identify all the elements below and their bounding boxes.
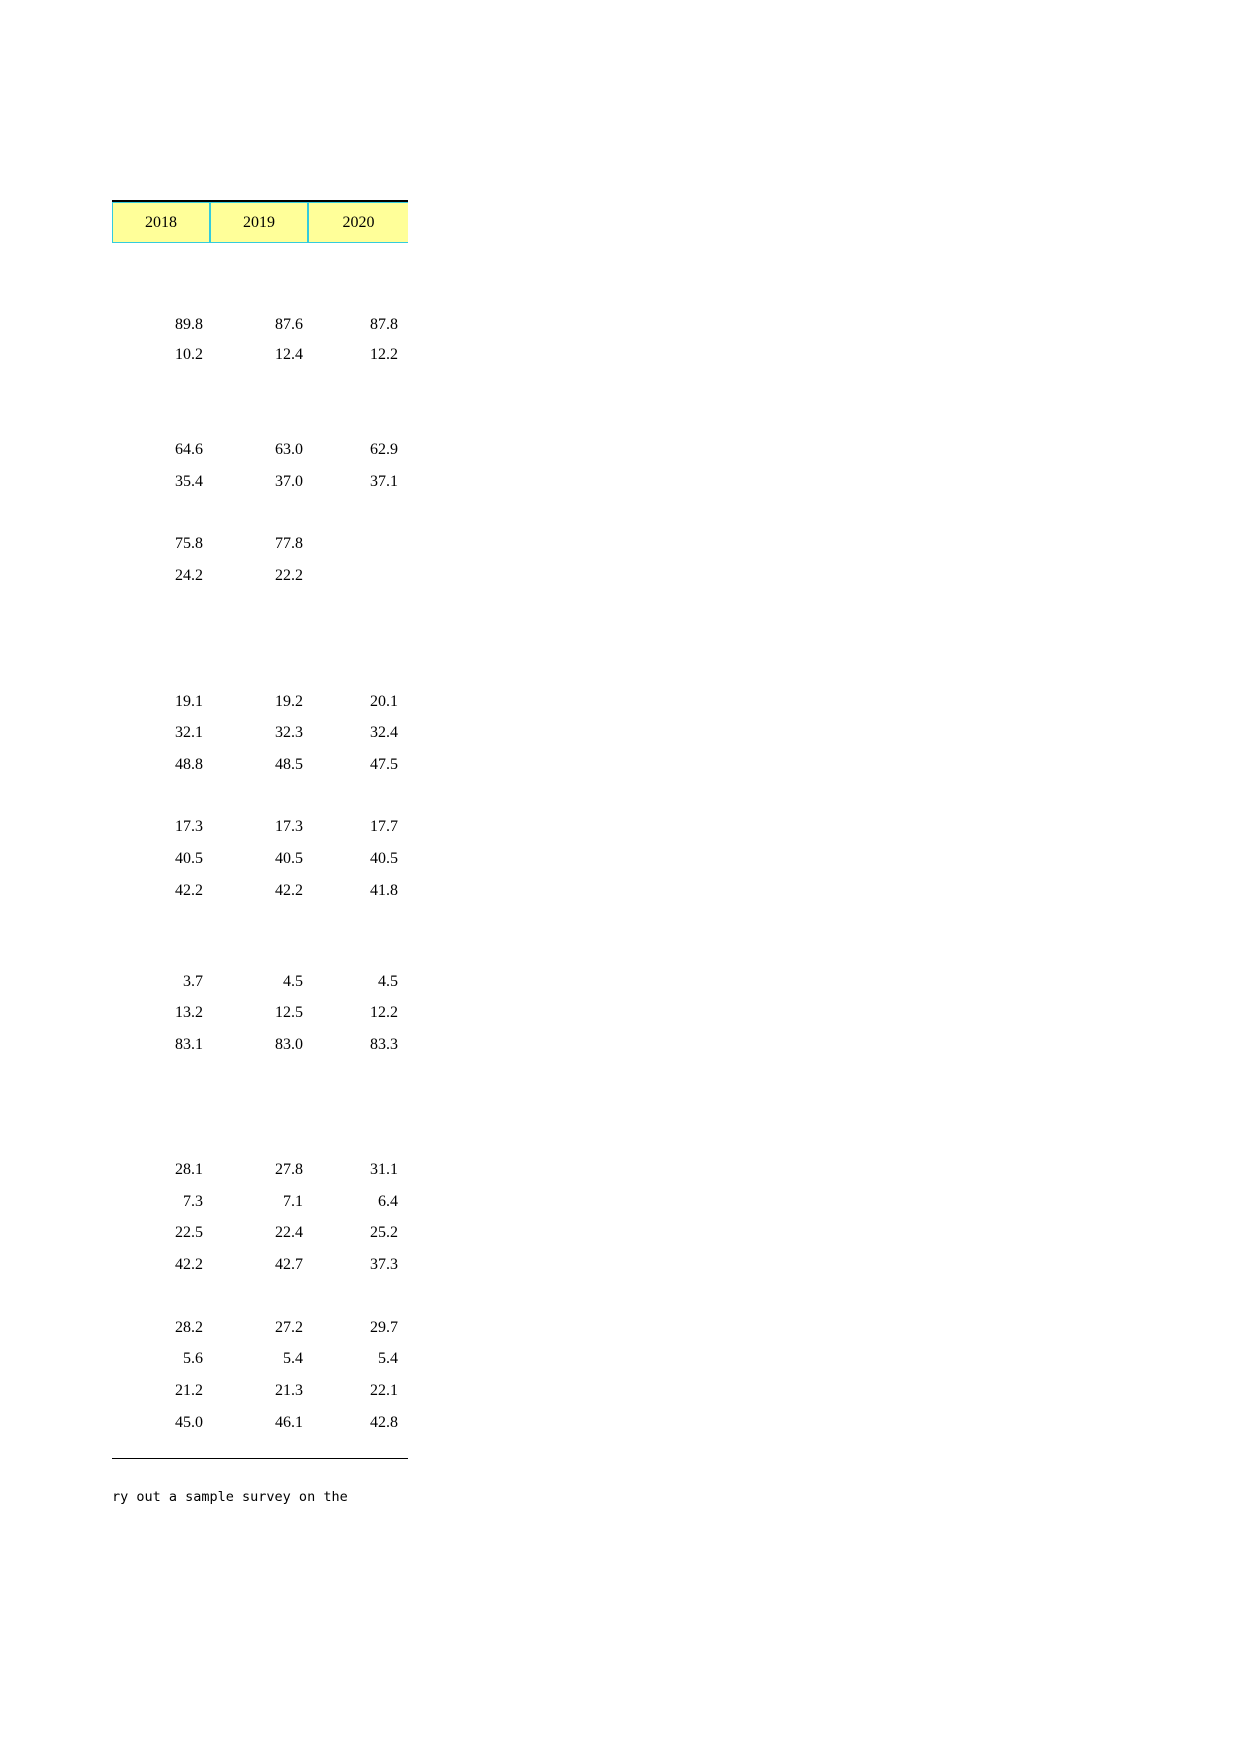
- table-row: [112, 721, 408, 745]
- table-row: [112, 1347, 408, 1371]
- table-row: [112, 753, 408, 777]
- table-cell-2018: 83.1: [175, 1036, 203, 1053]
- table-row: [112, 343, 408, 367]
- table-cell-2019: 87.6: [275, 316, 303, 333]
- table-cell-2019: 42.2: [275, 882, 303, 899]
- table-cell-2020: 47.5: [370, 756, 398, 773]
- column-header-2018: 2018: [112, 202, 210, 243]
- table-cell-2018: 17.3: [175, 818, 203, 835]
- table-row: [112, 879, 408, 903]
- table-cell-2019: 17.3: [275, 818, 303, 835]
- table-cell-2020: 25.2: [370, 1224, 398, 1241]
- column-header-2020: 2020: [308, 202, 408, 243]
- table-cell-2018: 64.6: [175, 441, 203, 458]
- table-cell-2019: 12.5: [275, 1004, 303, 1021]
- table-row: [112, 532, 408, 556]
- table-cell-2020: 31.1: [370, 1161, 398, 1178]
- table-cell-2020: 87.8: [370, 316, 398, 333]
- table-cell-2019: 63.0: [275, 441, 303, 458]
- table-cell-2019: 40.5: [275, 850, 303, 867]
- table-cell-2018: 28.1: [175, 1161, 203, 1178]
- table-cell-2019: 4.5: [283, 973, 303, 990]
- table-cell-2019: 5.4: [283, 1350, 303, 1367]
- table-cell-2018: 13.2: [175, 1004, 203, 1021]
- table-cell-2018: 24.2: [175, 567, 203, 584]
- table-cell-2019: 27.2: [275, 1319, 303, 1336]
- table-cell-2018: 10.2: [175, 346, 203, 363]
- table-row: [112, 690, 408, 714]
- table-cell-2018: 40.5: [175, 850, 203, 867]
- table-cell-2020: 20.1: [370, 693, 398, 710]
- table-cell-2018: 7.3: [183, 1193, 203, 1210]
- table-cell-2018: 32.1: [175, 724, 203, 741]
- table-cell-2018: 45.0: [175, 1414, 203, 1431]
- table-cell-2020: 4.5: [378, 973, 398, 990]
- table-row: [112, 1379, 408, 1403]
- table-row: [112, 1190, 408, 1214]
- table-row: [112, 470, 408, 494]
- table-row: [112, 438, 408, 462]
- table-cell-2018: 75.8: [175, 535, 203, 552]
- table-bottom-rule: [112, 1458, 408, 1459]
- table-row: [112, 1033, 408, 1057]
- table-row: [112, 564, 408, 588]
- table-row: [112, 1411, 408, 1435]
- table-cell-2020: 40.5: [370, 850, 398, 867]
- table-cell-2020: 37.1: [370, 473, 398, 490]
- table-cell-2019: 12.4: [275, 346, 303, 363]
- table-cell-2018: 42.2: [175, 1256, 203, 1273]
- table-row: [112, 1253, 408, 1277]
- column-header-2019: 2019: [210, 202, 308, 243]
- table-cell-2019: 7.1: [283, 1193, 303, 1210]
- table-cell-2020: 22.1: [370, 1382, 398, 1399]
- table-cell-2019: 22.2: [275, 567, 303, 584]
- table-cell-2020: 37.3: [370, 1256, 398, 1273]
- table-cell-2018: 35.4: [175, 473, 203, 490]
- table-cell-2019: 42.7: [275, 1256, 303, 1273]
- table-row: [112, 1221, 408, 1245]
- table-row: [112, 970, 408, 994]
- table-cell-2019: 19.2: [275, 693, 303, 710]
- table-cell-2019: 48.5: [275, 756, 303, 773]
- table-cell-2019: 21.3: [275, 1382, 303, 1399]
- table-row: [112, 847, 408, 871]
- table-cell-2020: 6.4: [378, 1193, 398, 1210]
- table-cell-2019: 77.8: [275, 535, 303, 552]
- table-cell-2020: 12.2: [370, 346, 398, 363]
- table-cell-2020: 5.4: [378, 1350, 398, 1367]
- footnote-text: ry out a sample survey on the: [112, 1489, 348, 1505]
- table-cell-2019: 22.4: [275, 1224, 303, 1241]
- table-cell-2019: 83.0: [275, 1036, 303, 1053]
- table-cell-2018: 21.2: [175, 1382, 203, 1399]
- table-cell-2018: 48.8: [175, 756, 203, 773]
- table-cell-2020: 12.2: [370, 1004, 398, 1021]
- table-cell-2020: 32.4: [370, 724, 398, 741]
- table-row: [112, 313, 408, 337]
- table-cell-2019: 32.3: [275, 724, 303, 741]
- table-cell-2020: 17.7: [370, 818, 398, 835]
- table-cell-2019: 37.0: [275, 473, 303, 490]
- table-cell-2018: 42.2: [175, 882, 203, 899]
- table-cell-2018: 5.6: [183, 1350, 203, 1367]
- table-cell-2020: 83.3: [370, 1036, 398, 1053]
- table-cell-2019: 27.8: [275, 1161, 303, 1178]
- table-cell-2018: 19.1: [175, 693, 203, 710]
- table-cell-2018: 3.7: [183, 973, 203, 990]
- table-cell-2018: 28.2: [175, 1319, 203, 1336]
- table-row: [112, 1001, 408, 1025]
- table-cell-2020: 62.9: [370, 441, 398, 458]
- table-row: [112, 1316, 408, 1340]
- table-cell-2020: 41.8: [370, 882, 398, 899]
- table-header-row: [112, 200, 408, 245]
- table-row: [112, 815, 408, 839]
- table-cell-2019: 46.1: [275, 1414, 303, 1431]
- table-cell-2018: 22.5: [175, 1224, 203, 1241]
- table-cell-2018: 89.8: [175, 316, 203, 333]
- table-cell-2020: 29.7: [370, 1319, 398, 1336]
- table-cell-2020: 42.8: [370, 1414, 398, 1431]
- table-row: [112, 1158, 408, 1182]
